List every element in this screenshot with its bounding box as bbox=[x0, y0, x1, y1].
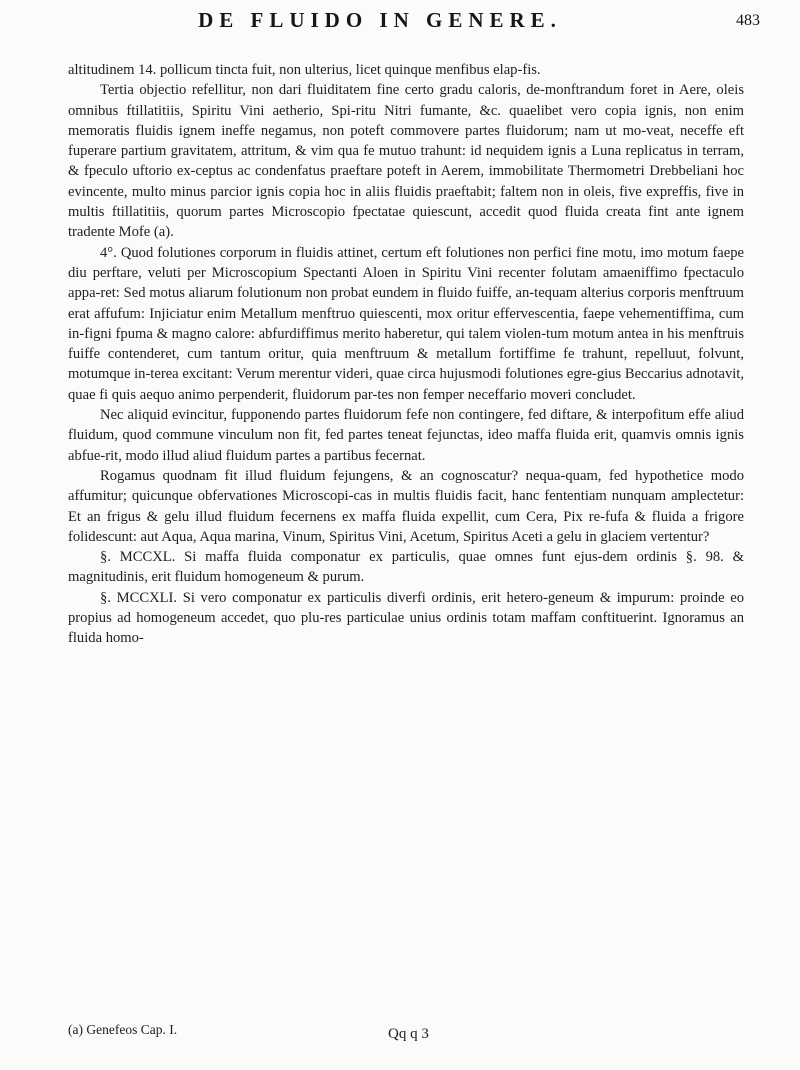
paragraph-quarta: 4°. Quod folutiones corporum in fluidis attinet, certum eft folutiones non perfici fine motu, imo motum faepe diu perftare, veluti per Microscopium Spectanti Aloen in Spiritu Vini recenter folutam amaeniffimo fpectaculo appa-ret: Sed motus aliarum folutionum non probat eundem in fluido fuiffe, an-tequam alterius corporis menftruum erat affufum: Injiciatur enim Metallum menftruo quiescenti, mox oritur effervescentia, faepe vehementiffima, cum in-figni fpuma & magno calore: abfurdiffimus merito haberetur, qui talem violen-tum motum antea in his menftruis fuiffe contenderet, cum tantum oritur, quia menftruum & metallum fortiffime fe trahunt, repelluut, folvunt, motumque in-terea excitant: Verum merentur videri, quae circa hujusmodi folutiones egre-gius Beccarius adnotavit, quae fi quis aequo animo perpenderit, fluidorum par-tes non femper neceffario moveri concludet. bbox=[68, 244, 744, 403]
paragraph-rogamus: Rogamus quodnam fit illud fluidum fejungens, & an cognoscatur? nequa-quam, fed hypothetice modo affumitur; quicunque obfervationes Microscopi-cas in multis fluidis facit, hanc fententiam nunquam amplectetur: Et an frigus & gelu illud fluidum fecernens ex maffa fluida expellit, cum Cera, Pix re-fufa & fluida a frigore folidescunt: aut Aqua, Aqua marina, Vinum, Spiritus Vini, Acetum, Spiritus Aceti a gelu in glaciem vertentur? bbox=[68, 467, 744, 545]
paragraph-section-mccxli: §. MCCXLI. Si vero componatur ex particulis diverfi ordinis, erit hetero-geneum & impurum: proinde eo propius ad homogeneum accedet, quo plu-res particulae unius ordinis totam maffam conftituerint. Ignoramus an fluida homo- bbox=[68, 589, 744, 647]
running-title: DE FLUIDO IN GENERE. bbox=[198, 8, 562, 32]
paragraph-continuation: altitudinem 14. pollicum tincta fuit, non ulterius, licet quinque menfibus elap-fis. bbox=[68, 62, 541, 78]
signature-mark: Qq q 3 bbox=[388, 1026, 429, 1042]
page-number: 483 bbox=[736, 12, 760, 29]
footnote: (a) Genefeos Cap. I. bbox=[68, 1022, 178, 1037]
paragraph-nec-aliquid: Nec aliquid evincitur, fupponendo partes fluidorum fefe non contingere, fed diftare, & interpofitum effe aliud fluidum, quod commune vinculum non fit, fed partes teneat fejunctas, ideo maffa fluida erit, quamvis omnis ignis abfue-rit, modo illud aliud fluidum partes a partibus fecernat. bbox=[68, 407, 744, 464]
paragraph-section-mccxl: §. MCCXL. Si maffa fluida componatur ex particulis, quae omnes funt ejus-dem ordinis §. 98. & magnitudinis, erit fluidum homogeneum & purum. bbox=[68, 549, 744, 586]
paragraph-tertia-objectio: Tertia objectio refellitur, non dari fluiditatem fine certo gradu caloris, de-monftrandum foret in Aere, oleis omnibus ftillatitiis, Spiritu Vini aetherio, Spi-ritu Nitri fumante, &c. quaelibet vero copia ignis, non enim memoratis fluidis ignem ineffe negamus, non poteft commovere partes fluidorum; nam ut mo-veat, neceffe eft fuperare partium gravitatem, attritum, & vim qua fe mutuo trahunt: id nequidem ignis a Luna replicatus in terram, & fpeculo uftorio ex-ceptus ac condenfatus praeftare poteft in Aerem, immobilitate Thermometri Drebbeliani hoc evincente, multo minus parcior ignis copia hoc in aliis fluidis praeftabit; faltem non in oleis, five expreffis, five in multis ftillatitiis, quorum partes Microscopio fpectatae quiescunt, accedit quod fluida creata fint ante ignem tradente Mofe (a). bbox=[68, 82, 744, 241]
body-text bbox=[68, 60, 744, 649]
